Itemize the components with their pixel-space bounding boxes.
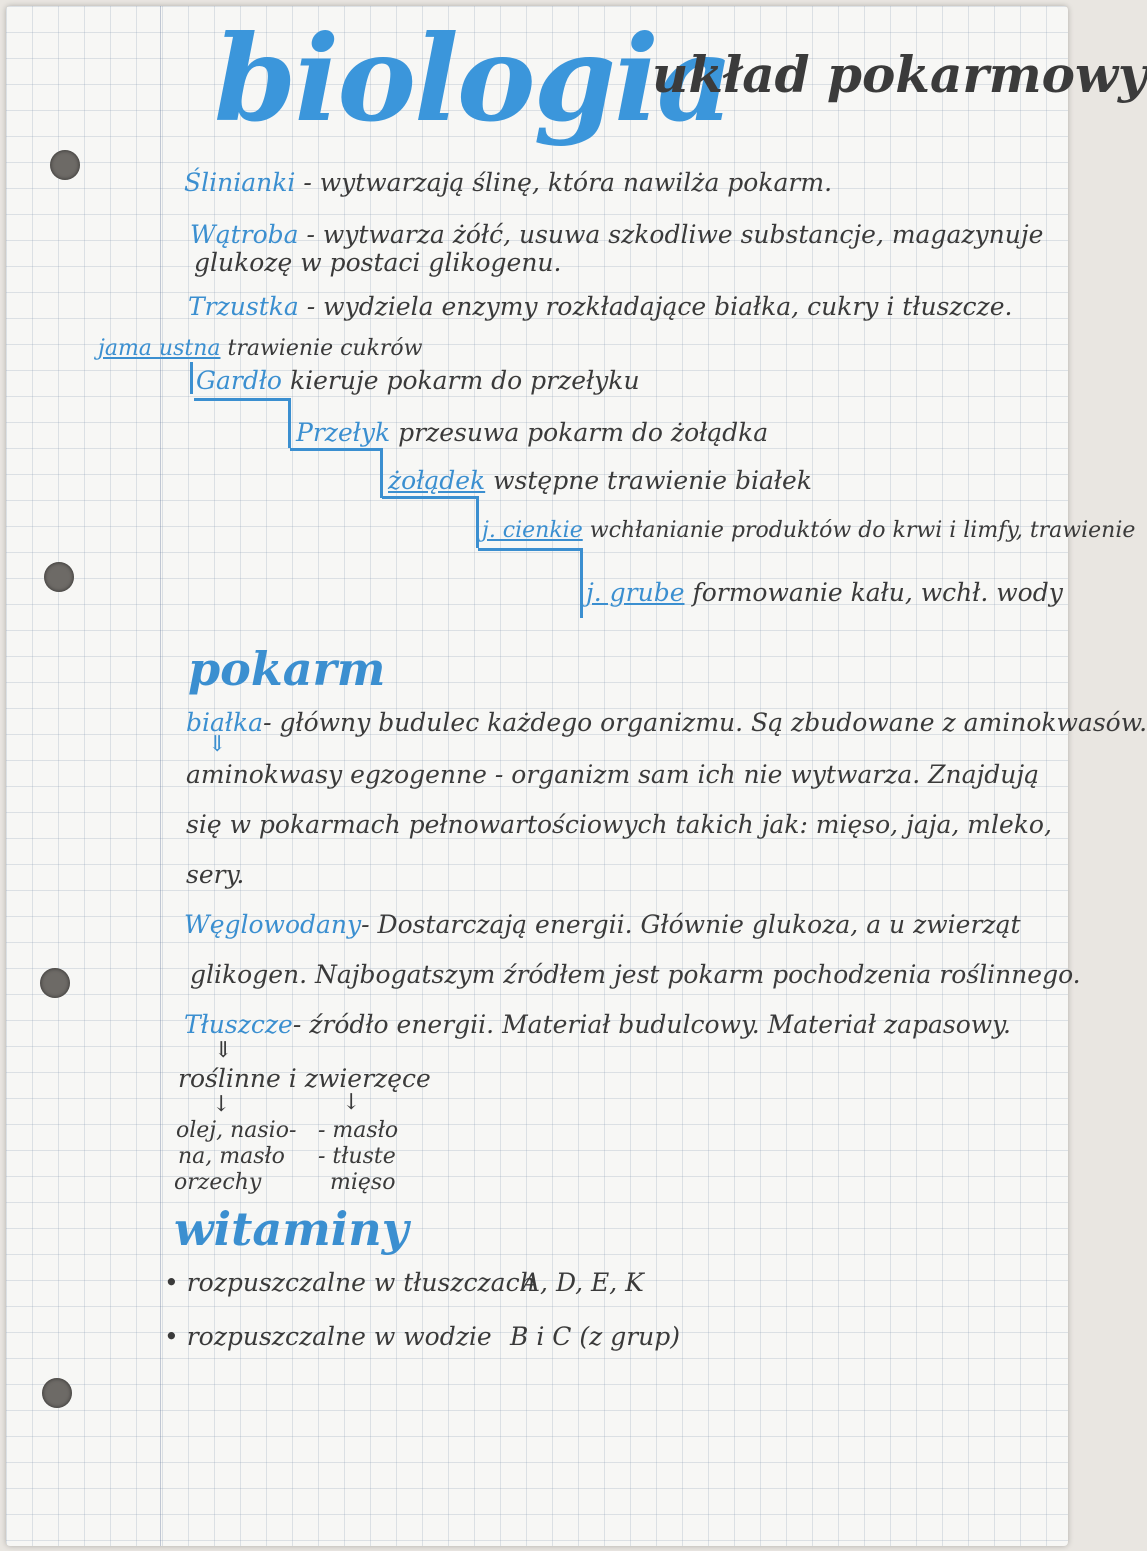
page-subtitle: układ pokarmowy — [652, 45, 1147, 104]
tract-organ-name: jama ustna — [98, 336, 221, 361]
vitamin-value: B i C (z grup) — [510, 1322, 681, 1351]
nutrient-name: Tłuszcze — [184, 1010, 293, 1039]
section-heading-vitamins: witaminy — [174, 1202, 409, 1256]
tract-connector — [290, 448, 382, 451]
plant-fats-line: na, masło — [178, 1144, 285, 1169]
tract-step-esophagus — [296, 420, 768, 445]
proteins-line-2: aminokwasy egzogenne - organizm sam ich nie wytwarza. Znajdują — [186, 760, 1040, 789]
notebook-page — [6, 6, 1147, 1546]
bullet-icon: • — [164, 1268, 179, 1297]
tract-step-small-intestine — [482, 520, 1135, 542]
animal-fats-line: mięso — [330, 1170, 396, 1195]
tract-step-stomach — [388, 468, 812, 493]
tract-step-mouth — [98, 338, 423, 360]
carbs-line-1: Węglowodany- Dostarczają energii. Głównie glukoza, a u zwierząt — [184, 910, 1021, 939]
vitamin-row — [164, 1324, 492, 1349]
tract-connector — [580, 548, 583, 618]
organ-name: Trzustka — [188, 292, 299, 321]
tract-connector — [380, 448, 383, 498]
proteins-line-3: się w pokarmach pełnowartościowych takich jak: mięso, jaja, mleko, — [186, 810, 1052, 839]
tract-connector — [478, 548, 582, 551]
section-heading-food: pokarm — [188, 642, 386, 696]
tract-organ-name: j. grube — [586, 578, 685, 607]
animal-fats-line: - masło — [318, 1118, 399, 1143]
tract-organ-name: żołądek — [388, 466, 486, 495]
organ-description: wytwarza żółć, usuwa szkodliwe substancje, magazynuje — [322, 220, 1044, 249]
plant-fats-line: olej, nasio- — [176, 1118, 297, 1143]
binder-hole — [40, 968, 70, 998]
fats-line-1: Tłuszcze- źródło energii. Materiał budulcowy. Materiał zapasowy. — [184, 1010, 1011, 1039]
tract-function: trawienie cukrów — [227, 336, 423, 361]
binder-hole — [44, 562, 74, 592]
double-down-arrow-icon: ⇓ — [214, 1038, 233, 1063]
tract-connector — [288, 398, 291, 448]
tract-function: wchłanianie produktów do krwi i limfy, trawienie — [589, 518, 1136, 543]
tract-connector — [190, 362, 193, 394]
proteins-line-1: białka- główny budulec każdego organizmu. Są zbudowane z aminokwasów. — [186, 708, 1147, 737]
nutrient-name: białka — [186, 708, 264, 737]
fat-types: roślinne i zwierzęce — [178, 1064, 431, 1093]
organ-name: Wątroba — [190, 220, 299, 249]
organ-description: wytwarzają ślinę, która nawilża pokarm. — [319, 168, 833, 197]
vitamin-row — [164, 1270, 536, 1295]
carbs-line-2: glikogen. Najbogatszym źródłem jest pokarm pochodzenia roślinnego. — [190, 960, 1081, 989]
tract-organ-name: Przełyk — [296, 418, 391, 447]
double-down-arrow-icon: ⇓ — [208, 732, 227, 757]
nutrient-name: Węglowodany — [184, 910, 362, 939]
binder-hole — [50, 150, 80, 180]
vitamin-label: rozpuszczalne w tłuszczach — [186, 1268, 536, 1297]
down-arrow-icon: ↓ — [342, 1090, 361, 1115]
plant-fats-line: orzechy — [174, 1170, 262, 1195]
organ-liver: Wątroba - wytwarza żółć, usuwa szkodliwe substancje, magazynuje — [190, 220, 1044, 249]
tract-function: kieruje pokarm do przełyku — [289, 366, 640, 395]
tract-step-throat — [196, 368, 640, 393]
organ-liver-continued: glukozę w postaci glikogenu. — [194, 248, 562, 277]
organ-description: wydziela enzymy rozkładające białka, cukry i tłuszcze. — [323, 292, 1013, 321]
tract-connector — [382, 496, 478, 499]
proteins-line-4: sery. — [186, 860, 245, 889]
tract-function: formowanie kału, wchł. wody — [692, 578, 1063, 607]
organ-salivary: Ślinianki - wytwarzają ślinę, która nawilża pokarm. — [184, 168, 833, 197]
tract-connector — [476, 496, 479, 548]
margin-line — [160, 6, 161, 1546]
organ-name: Ślinianki — [184, 168, 296, 197]
down-arrow-icon: ↓ — [212, 1092, 231, 1117]
animal-fats-line: - tłuste — [318, 1144, 396, 1169]
binder-hole — [42, 1378, 72, 1408]
vitamin-label: rozpuszczalne w wodzie — [186, 1322, 492, 1351]
tract-function: przesuwa pokarm do żołądka — [398, 418, 769, 447]
vitamin-value: A, D, E, K — [522, 1268, 644, 1297]
tract-organ-name: Gardło — [196, 366, 282, 395]
tract-step-large-intestine — [586, 580, 1063, 605]
page-title: biologia — [214, 9, 732, 148]
tract-organ-name: j. cienkie — [482, 518, 583, 543]
tract-function: wstępne trawienie białek — [493, 466, 812, 495]
tract-connector — [194, 398, 290, 401]
organ-pancreas: Trzustka - wydziela enzymy rozkładające białka, cukry i tłuszcze. — [188, 292, 1013, 321]
bullet-icon: • — [164, 1322, 179, 1351]
